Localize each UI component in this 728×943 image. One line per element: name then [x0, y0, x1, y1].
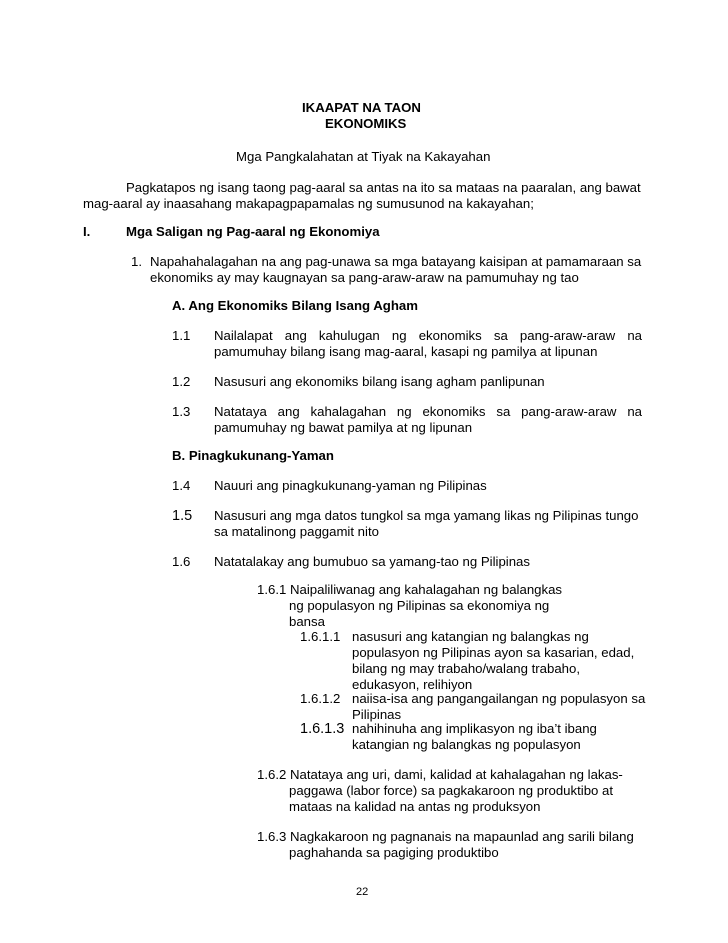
- competency-line: Pilipinas: [352, 707, 402, 722]
- competency-line: bilang ng may trabaho/walang trabaho,: [352, 661, 581, 676]
- competency-line: bansa: [289, 614, 325, 629]
- competency-line: Natatalakay ang bumubuo sa yamang-tao ng Pilipinas: [214, 554, 530, 569]
- page-number: 22: [356, 886, 369, 898]
- competency-number: 1.1: [172, 328, 191, 343]
- competency-number: 1.6.1.1: [300, 629, 341, 644]
- page-title: IKAAPAT NA TAON: [302, 100, 421, 115]
- competency-number: 1.6.1.3: [300, 721, 345, 737]
- competency-line: 1.6.2 Natataya ang uri, dami, kalidad at kahalagahan ng lakas-: [257, 767, 623, 782]
- competency-number: 1.6.1.2: [300, 691, 341, 706]
- competency-line: Natataya ang kahalagahan ng ekonomiks sa pang-araw-araw na: [214, 404, 642, 419]
- competency-line: nahihinuha ang implikasyon ng iba’t ibang: [352, 721, 597, 736]
- competency-line: paghahanda sa pagiging produktibo: [289, 845, 499, 860]
- subsection-a-title: A. Ang Ekonomiks Bilang Isang Agham: [172, 298, 418, 313]
- competency-line: Nauuri ang pinagkukunang-yaman ng Pilipinas: [214, 478, 487, 493]
- section-numeral: I.: [83, 224, 91, 239]
- competency-line: Nailalapat ang kahulugan ng ekonomiks sa pang-araw-araw na: [214, 328, 642, 343]
- competency-line: 1.6.1 Naipaliliwanag ang kahalagahan ng balangkas: [257, 582, 563, 597]
- competency-number: 1.3: [172, 404, 191, 419]
- item-line-2: ekonomiks ay may kaugnayan sa pang-araw-araw na pamumuhay ng tao: [150, 270, 579, 285]
- competency-number: 1.4: [172, 478, 191, 493]
- competency-line: naiisa-isa ang pangangailangan ng populasyon sa: [352, 691, 646, 706]
- item-line-1: Napahahalagahan na ang pag-unawa sa mga batayang kaisipan at pamamaraan sa: [150, 254, 642, 269]
- subject-title: EKONOMIKS: [325, 116, 407, 131]
- section-subtitle: Mga Pangkalahatan at Tiyak na Kakayahan: [236, 149, 491, 164]
- competency-line: 1.6.3 Nagkakaroon ng pagnanais na mapaunlad ang sarili bilang: [257, 829, 634, 844]
- competency-line: pamumuhay ng bawat pamilya at ng lipunan: [214, 420, 473, 435]
- competency-line: edukasyon, relihiyon: [352, 677, 473, 692]
- competency-number: 1.2: [172, 374, 191, 389]
- intro-line-1: Pagkatapos ng isang taong pag-aaral sa antas na ito sa mataas na paaralan, ang bawat: [126, 180, 641, 195]
- competency-line: sa matalinong paggamit nito: [214, 524, 379, 539]
- competency-number: 1.5: [172, 508, 193, 524]
- subsection-b-title: B. Pinagkukunang-Yaman: [172, 448, 334, 463]
- competency-line: Nasusuri ang ekonomiks bilang isang agham panlipunan: [214, 374, 545, 389]
- competency-line: populasyon ng Pilipinas ayon sa kasarian, edad,: [352, 645, 635, 660]
- competency-number: 1.6: [172, 554, 191, 569]
- competency-line: pamumuhay bilang isang mag-aaral, kasapi ng pamilya at lipunan: [214, 344, 598, 359]
- competency-line: mataas na kalidad na antas ng produksyon: [289, 799, 541, 814]
- item-number: 1.: [131, 254, 142, 269]
- competency-line: ng populasyon ng Pilipinas sa ekonomiya ng: [289, 598, 550, 613]
- intro-line-2: mag-aaral ay inaasahang makapagpapamalas ng sumusunod na kakayahan;: [83, 196, 534, 211]
- competency-line: paggawa (labor force) sa pagkakaroon ng produktibo at: [289, 783, 614, 798]
- competency-line: Nasusuri ang mga datos tungkol sa mga yamang likas ng Pilipinas tungo: [214, 508, 639, 523]
- competency-line: katangian ng balangkas ng populasyon: [352, 737, 581, 752]
- competency-line: nasusuri ang katangian ng balangkas ng: [352, 629, 589, 644]
- section-title: Mga Saligan ng Pag-aaral ng Ekonomiya: [126, 224, 380, 239]
